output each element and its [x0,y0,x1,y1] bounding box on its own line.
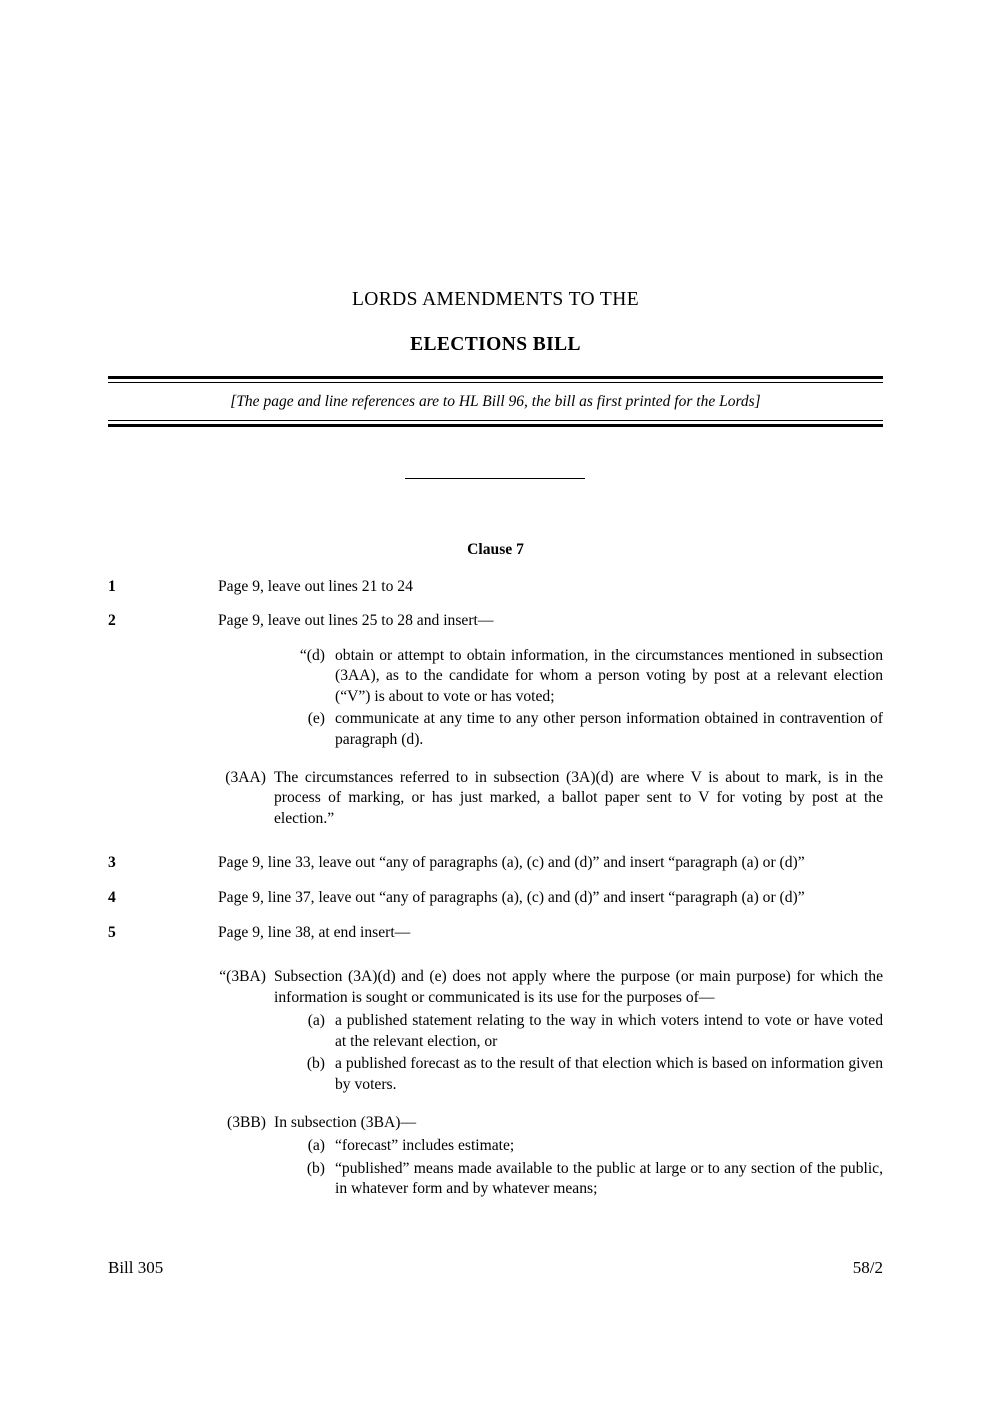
amendment-text: Page 9, leave out lines 21 to 24 [218,577,413,595]
spacer [108,957,883,967]
reference-note-block [108,376,883,427]
reference-note-text: [The page and line references are to HL Bill 96, the bill as first printed for the Lords] [230,392,761,410]
inserted-paragraph-3bb-b [108,1159,883,1200]
subsection-label: (3AA) [225,768,266,786]
page-footer [108,1258,883,1278]
bill-number: Bill 305 [108,1258,164,1277]
inserted-provision-block [108,646,883,830]
inserted-paragraph-3bb-a [108,1136,883,1157]
paragraph-text: “forecast” includes estimate; [335,1137,515,1155]
amendment-number: 2 [108,612,116,630]
paragraph-label: (a) [307,1012,325,1030]
subsection-text: Subsection (3A)(d) and (e) does not apply where the purpose (or main purpose) for which the information is sought or communicated is its use for the purposes of— [274,968,883,1006]
amendment-item [108,888,883,909]
inserted-subsection-3bb [108,1113,883,1134]
amendment-item [108,577,883,598]
amendment-number: 5 [108,923,116,941]
inserted-provision-block [108,967,883,1200]
amendment-text: Page 9, leave out lines 25 to 28 and insert— [218,612,494,630]
section-divider-rule [405,478,585,479]
rule-bottom-thick [108,424,883,427]
inserted-paragraph-d [108,646,883,708]
spacer [108,843,883,853]
subsection-text: The circumstances referred to in subsection (3A)(d) are where V is about to mark, is in the process of marking, or has just marked, a ballot paper sent to V for voting by post at the election.” [274,768,883,827]
amendment-text: Page 9, line 37, leave out “any of paragraphs (a), (c) and (d)” and insert “paragraph (a) or (d)” [218,888,805,906]
amendment-text: Page 9, line 38, at end insert— [218,923,411,941]
paragraph-label: “(d) [299,646,325,664]
subsection-label: (3BB) [227,1113,266,1131]
document-title-line-2: ELECTIONS BILL [410,334,581,356]
paragraph-label: (b) [306,1055,325,1073]
paragraph-text: a published statement relating to the way in which voters intend to vote or have voted at the relevant election, or [335,1012,883,1050]
inserted-paragraph-3ba-b [108,1054,883,1095]
amendment-number: 4 [108,888,116,906]
inserted-paragraph-e [108,709,883,750]
amendment-number: 1 [108,577,116,595]
amendment-item [108,853,883,874]
inserted-paragraph-3ba-a [108,1011,883,1052]
inserted-subsection-3aa [108,768,883,830]
amendment-number: 3 [108,854,116,872]
paragraph-text: “published” means made available to the public at large or to any section of the public, in whatever form and by whatever means; [335,1159,883,1198]
spacer [108,1098,883,1113]
paragraph-text: a published forecast as to the result of that election which is based on information given by voters. [335,1055,883,1093]
spacer [108,753,883,768]
amendment-item [108,923,883,944]
document-title-line-1: LORDS AMENDMENTS TO THE [351,289,640,310]
paragraph-text: obtain or attempt to obtain information, in the circumstances mentioned in subsection (3AA), as to the candidate for whom a person voting by post at a relevant election (“V”) is about to vote or has voted; [335,646,883,705]
subsection-text: In subsection (3BA)— [274,1113,417,1131]
paragraph-label: (e) [307,710,325,728]
paragraph-text: communicate at any time to any other person information obtained in contravention of paragraph (d). [335,710,883,749]
clause-heading: Clause 7 [467,541,524,558]
document-header [108,288,883,357]
inserted-subsection-3ba [108,967,883,1008]
paragraph-label: (b) [306,1159,325,1177]
amendment-text: Page 9, line 33, leave out “any of paragraphs (a), (c) and (d)” and insert “paragraph (a) or (d)” [218,854,805,872]
page-reference: 58/2 [852,1258,883,1277]
paragraph-label: (a) [307,1137,325,1155]
subsection-label: “(3BA) [219,968,266,986]
document-body [108,540,883,1214]
amendment-item [108,611,883,632]
